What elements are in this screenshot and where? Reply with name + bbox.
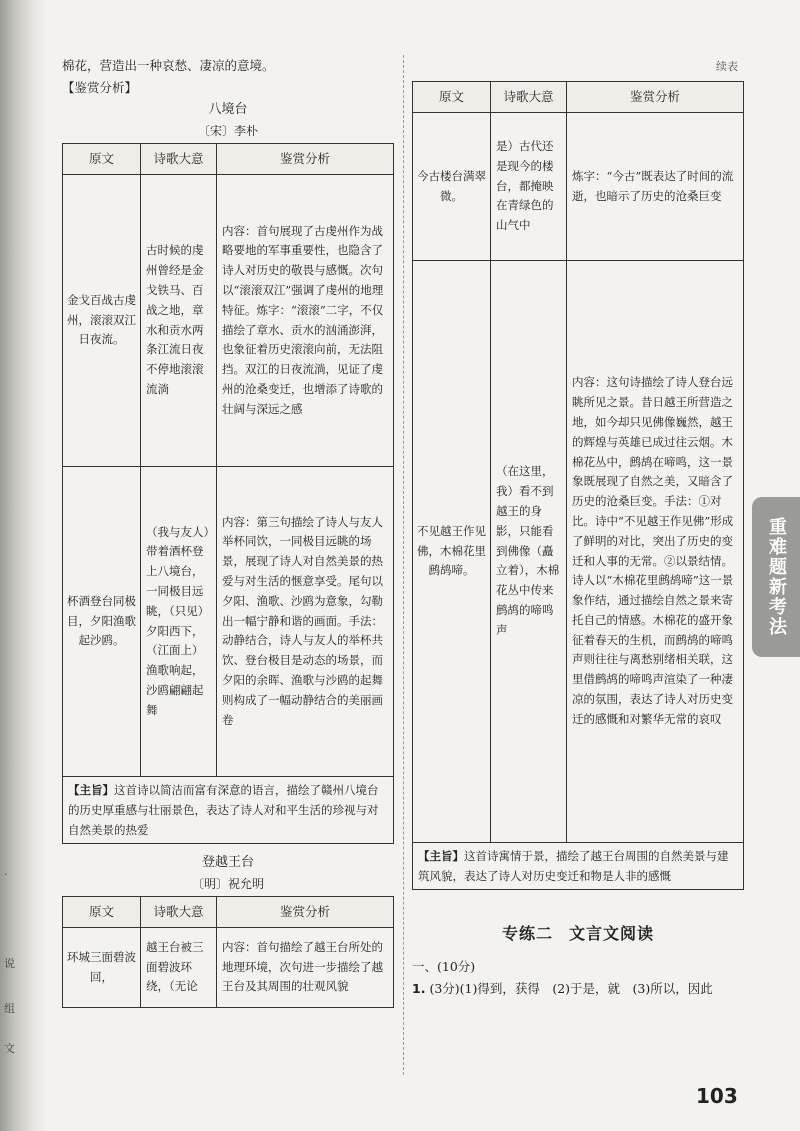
poem1-table [62,143,394,844]
header-meaning: 诗歌大意 [141,897,217,928]
column-divider [403,55,404,1075]
side-tab-label: 重难题新考法 [752,497,800,657]
header-analysis: 鉴赏分析 [217,897,394,928]
cell-analysis: 炼字：“今古”既表达了时间的流逝，也暗示了历史的沧桑巨变 [567,113,744,261]
table-row [63,175,394,467]
table-row [413,113,744,261]
cell-original: 杯酒登台同极目，夕阳渔歌起沙鸥。 [63,467,141,777]
header-meaning: 诗歌大意 [141,144,217,175]
poem1-title: 八境台 [208,102,248,117]
right-column [412,55,744,1000]
spine-mark: 组 [4,1002,15,1015]
table-header-row [63,144,394,175]
cell-meaning: 是）古代还是现今的楼台，都掩映在青绿色的山气中 [491,113,567,261]
table-row [63,928,394,1008]
poem2-table-continued [412,81,744,890]
header-original: 原文 [63,144,141,175]
page-number: 103 [696,1084,738,1108]
cell-analysis: 内容：首句描绘了越王台所处的地理环境，次句进一步描绘了越王台及其周围的壮观风貌 [217,928,394,1008]
header-analysis: 鉴赏分析 [567,82,744,113]
theme-label: 【主旨】 [418,849,464,863]
left-column [62,55,394,1008]
poem2-author: 〔明〕祝允明 [191,877,264,891]
poem2-table [62,896,394,1008]
question-answer: (3分)(1)得到，获得 (2)于是，就 (3)所以，因此 [429,981,713,996]
header-original: 原文 [63,897,141,928]
poem2-title: 登越王台 [201,855,254,870]
practice-title-number: 专练二 [501,924,553,943]
theme-text: 这首诗以简洁而富有深意的语言，描绘了赣州八境台的历史厚重感与壮丽景色，表达了诗人对和平生活的珍视与对自然美景的热爱 [68,783,379,837]
header-original: 原文 [413,82,491,113]
cell-original: 不见越王作见佛，木棉花里鹧鸪啼。 [413,261,491,843]
cell-analysis: 内容：第三句描绘了诗人与友人举杯同饮，一同极目远眺的场景，展现了诗人对自然美景的热爱与对生活的惬意享受。尾句以夕阳、渔歌、沙鸥为意象，勾勒出一幅宁静和谐的画面。手法：动静结合，诗人与友人的举杯共饮、登台极目是动态的场景，而夕阳的余晖、渔歌与沙鸥的起舞则构成了一幅动静结合的美丽画卷 [217,467,394,777]
header-meaning: 诗歌大意 [491,82,567,113]
cell-original: 今古楼台满翠微。 [413,113,491,261]
cell-meaning: 越王台被三面碧波环绕，（无论 [141,928,217,1008]
spine-mark: · [4,868,8,881]
question-header: 一、(10分) [412,959,476,974]
practice-title-topic: 文言文阅读 [569,924,655,943]
table-row [63,467,394,777]
theme-cell [413,843,744,890]
header-analysis: 鉴赏分析 [217,144,394,175]
cell-original: 环城三面碧波回， [63,928,141,1008]
theme-row [63,777,394,844]
table-header-row [63,897,394,928]
spine-mark: 说 [4,957,15,970]
question-number: 1. [412,981,426,996]
book-spine-shadow [0,0,46,1131]
question-item [412,978,744,1000]
table-header-row [413,82,744,113]
cell-original: 金戈百战古虔州，滚滚双江日夜流。 [63,175,141,467]
theme-row [413,843,744,890]
cell-meaning: 古时候的虔州曾经是金戈铁马、百战之地，章水和贡水两条江流日夜不停地滚滚流淌 [141,175,217,467]
continued-label: 续表 [716,60,738,73]
cell-analysis: 内容：首句展现了古虔州作为战略要地的军事重要性，也隐含了诗人对历史的敬畏与感慨。次句以“滚滚双江”强调了虔州的地理特征。炼字：“滚滚”二字，不仅描绘了章水、贡水的汹涌澎湃，也象征着历史滚滚向前，无法阻挡。双江的日夜流淌，见证了虔州的沧桑变迁，也增添了诗歌的壮阔与深远之感 [217,175,394,467]
cell-meaning: （我与友人）带着酒杯登上八境台，一同极目远眺，（只见）夕阳西下，（江面上）渔歌响起，沙鸥翩翩起舞 [141,467,217,777]
cell-meaning: （在这里，我）看不到越王的身影，只能看到佛像（矗立着），木棉花丛中传来鹧鸪的啼鸣声 [491,261,567,843]
theme-text: 这首诗寓情于景，描绘了越王台周围的自然美景与建筑风貌，表达了诗人对历史变迁和物是人非的感慨 [418,849,729,883]
practice-title [412,920,744,948]
intro-text: 棉花，营造出一种哀愁、凄凉的意境。 [62,58,275,73]
spine-mark: 文 [4,1042,15,1055]
table-row [413,261,744,843]
section-label: 【鉴赏分析】 [62,80,138,95]
poem1-author: 〔宋〕李朴 [197,124,258,138]
theme-cell [63,777,394,844]
theme-label: 【主旨】 [68,783,114,797]
cell-analysis: 内容：这句诗描绘了诗人登台远眺所见之景。昔日越王所营造之地，如今却只见佛像巍然，越王的辉煌与英雄已成过往云烟。木棉花丛中，鹧鸪在啼鸣，这一景象既展现了自然之美，又暗含了历史的沧桑巨变。手法：①对比。诗中“不见越王作见佛”形成了鲜明的对比，突出了历史的变迁和人事的无常。②以景结情。诗人以“木棉花里鹧鸪啼”这一景象作结，通过描绘自然之景来寄托自己的情感。木棉花的盛开象征着春天的生机，而鹧鸪的啼鸣声则往往与离愁别绪相关联，这里借鹧鸪的啼鸣声渲染了一种凄凉的氛围，表达了诗人对历史变迁的感慨和对繁华无常的哀叹 [567,261,744,843]
